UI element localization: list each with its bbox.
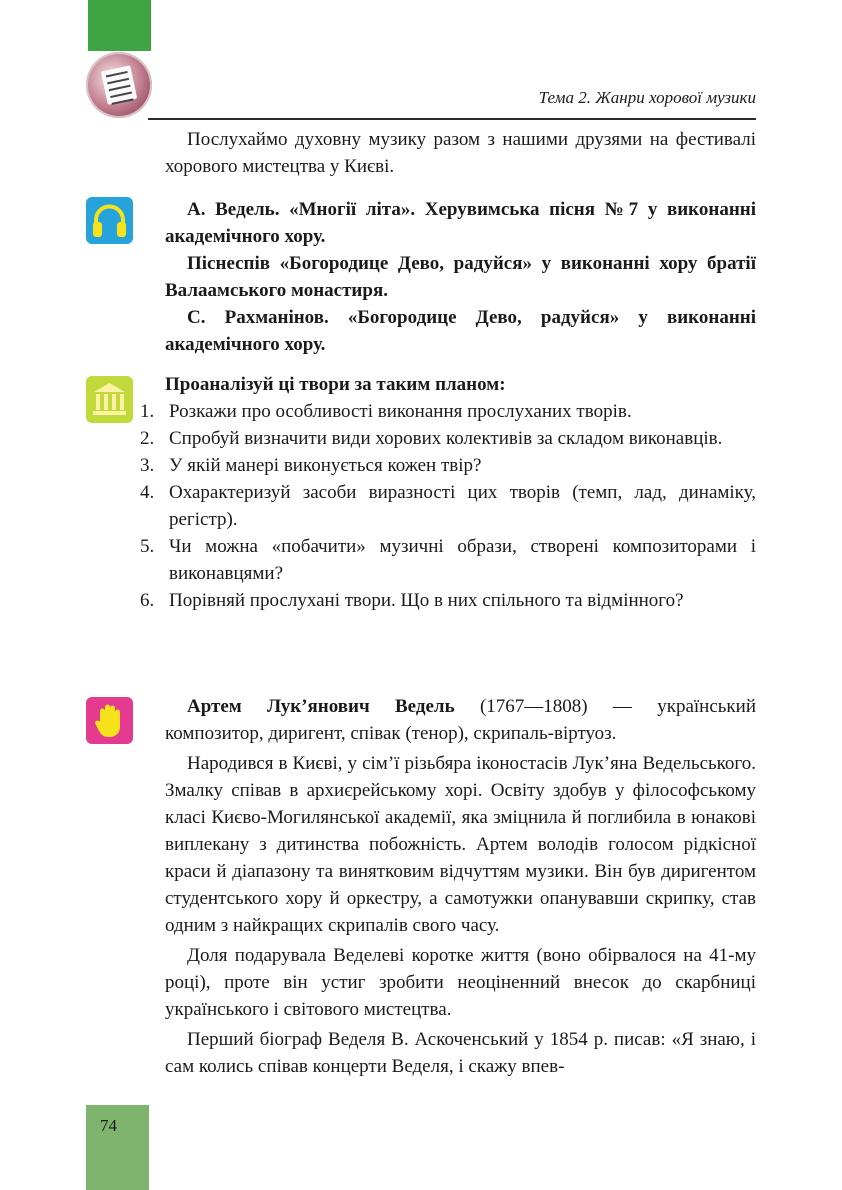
list-item (140, 398, 756, 425)
header-rule (148, 118, 756, 120)
composer-name: Артем Лук’янович Ведель (187, 696, 455, 717)
list-item (140, 479, 756, 533)
list-item-number: 3. (140, 455, 155, 476)
building-icon (86, 376, 133, 423)
headphones-icon (86, 197, 133, 244)
page-number-box (86, 1105, 149, 1190)
list-item-number: 1. (140, 401, 155, 422)
bio-paragraph: Перший біограф Веделя В. Аскоченський у 1854 р. писав: «Я знаю, і сам колись співав концерти Веделя, і скажу впев- (165, 1029, 756, 1077)
intro-paragraph: Послухаймо духовну музику разом з нашими друзями на фестивалі хорового мистецтва у Києві. (165, 129, 756, 177)
list-item-text: Порівняй прослухані твори. Що в них спільного та відмінного? (169, 590, 684, 611)
listening-list (165, 196, 756, 358)
bio-lead-text: (1767—1808) — український композитор, диригент, співак (тенор), скрипаль-віртуоз. (165, 696, 756, 744)
listening-item: С. Рахманінов. «Богородице Дево, радуйся» у виконанні академічного хору. (165, 307, 756, 355)
listening-item: А. Ведель. «Многії літа». Херувимська пісня №7 у виконанні академічного хору. (165, 199, 756, 247)
sheet-music-icon (86, 52, 152, 118)
list-item-number: 2. (140, 428, 155, 449)
list-item-text: Чи можна «побачити» музичні образи, створені композиторами і виконавцями? (169, 536, 756, 584)
list-item (140, 425, 756, 452)
chapter-tab (88, 0, 151, 51)
list-item (140, 452, 756, 479)
bio-section (165, 693, 756, 1080)
list-item (140, 533, 756, 587)
listening-item: Піснеспів «Богородице Дево, радуйся» у виконанні хору братії Валаамського монастиря. (165, 253, 756, 301)
intro-block (165, 126, 756, 180)
list-item (140, 587, 756, 614)
list-item-number: 4. (140, 482, 155, 503)
list-item-text: Охарактеризуй засоби виразності цих творів (темп, лад, динаміку, регістр). (169, 482, 756, 530)
page-number: 74 (100, 1116, 117, 1135)
bio-paragraph: Доля подарувала Веделеві коротке життя (воно обірвалося на 41-му році), проте він устиг зробити неоціненний внесок до скарбниці українського і світового мистецтва. (165, 945, 756, 1020)
list-item-text: Розкажи про особливості виконання прослуханих творів. (169, 401, 632, 422)
list-item-text: У якій манері виконується кожен твір? (169, 455, 482, 476)
list-item-number: 5. (140, 536, 155, 557)
page-header-title: Тема 2. Жанри хорової музики (538, 88, 756, 107)
list-item-number: 6. (140, 590, 155, 611)
analysis-heading: Проаналізуй ці твори за таким планом: (165, 374, 506, 395)
bio-lead-paragraph (165, 693, 756, 747)
analysis-section (140, 371, 756, 614)
list-item-text: Спробуй визначити види хорових колективів за складом виконавців. (169, 428, 723, 449)
analysis-list (140, 398, 756, 614)
hand-icon (86, 697, 133, 744)
bio-paragraph: Народився в Києві, у сім’ї різьбяра іконостасів Лук’яна Ведельського. Змалку співав в архиєрейському хорі. Освіту здобув у філософському класі Києво-Могилянської академії, яка зміцнила й поглибила в юнакові виплекану з дитинства побожність. Артем володів голосом рідкісної краси й діапазону та винятковим відчуттям музики. Він був диригентом студентського хору й оркестру, а самотужки опанувавши скрипку, став одним з найкращих скрипалів свого часу. (165, 753, 756, 936)
